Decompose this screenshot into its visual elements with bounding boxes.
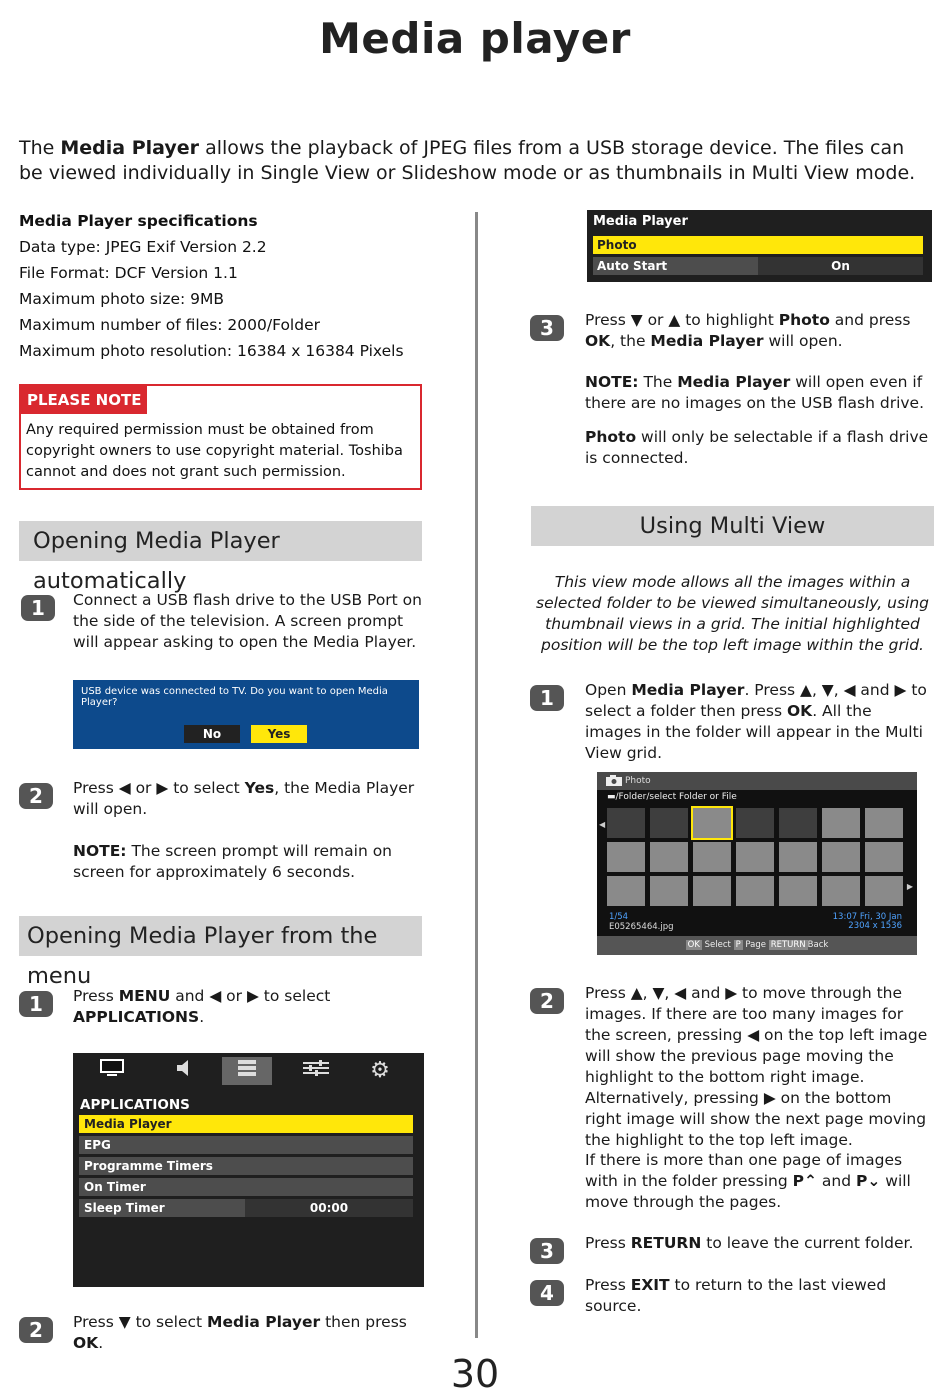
menu-item-on-timer[interactable]: On Timer: [79, 1178, 413, 1196]
image-count: 1/54: [609, 912, 629, 922]
step-number: 3: [530, 1238, 564, 1264]
key-legend: OK Select P Page RETURN Back: [597, 936, 917, 955]
thumbnail-folder[interactable]: [779, 808, 817, 838]
step-text: Connect a USB flash drive to the USB Port on the side of the television. A screen prompt will appear asking to open the Media Player.: [73, 591, 422, 651]
yes-button[interactable]: Yes: [251, 725, 307, 743]
menu-item-sleep-timer[interactable]: [79, 1199, 413, 1217]
please-note-heading: PLEASE NOTE: [21, 386, 147, 414]
image-resolution: 2304 x 1536: [848, 921, 902, 931]
step-text: Press ◀ or ▶ to select Yes, the Media Player will open.: [73, 779, 415, 818]
thumbnail[interactable]: [865, 876, 903, 906]
thumbnail[interactable]: [822, 876, 860, 906]
image-datetime: 13:07 Fri, 30 Jan: [832, 912, 902, 922]
auto-start-value: On: [758, 257, 923, 275]
section-heading-auto: Opening Media Player automatically: [19, 521, 422, 561]
intro-paragraph: The Media Player allows the playback of JPEG files from a USB storage device. The files can be viewed individually in Single View or Slideshow mode or as thumbnails in Multi View mode.: [19, 137, 916, 184]
thumbnail[interactable]: [736, 842, 774, 872]
column-divider: [475, 212, 478, 1338]
thumbnail-folder[interactable]: [736, 808, 774, 838]
note-text: NOTE: The Media Player will open even if there are no images on the USB flash drive.: [585, 373, 925, 412]
step-text: Press ▼ or ▲ to highlight Photo and press OK, the Media Player will open.: [585, 311, 911, 350]
section-heading-menu: Opening Media Player from the menu: [19, 916, 422, 956]
menu-item-epg[interactable]: EPG: [79, 1136, 413, 1154]
step-text: Open Media Player. Press ▲, ▼, ◀ and ▶ to select a folder then press OK. All the images in the folder will appear in the Multi View grid.: [585, 681, 927, 762]
step-number: 2: [19, 1317, 53, 1343]
thumbnail-grid: [607, 808, 907, 906]
return-key: RETURN: [770, 940, 806, 950]
sleep-timer-value: 00:00: [245, 1199, 413, 1217]
thumbnail[interactable]: [693, 876, 731, 906]
step-number: 1: [530, 685, 564, 711]
multi-view-intro: This view mode allows all the images within a selected folder to be viewed simultaneously, using thumbnail views in a grid. The initial highlighted position will be the top left image within the grid.: [536, 573, 929, 654]
p-key: P: [735, 940, 741, 950]
thumbnail[interactable]: [822, 842, 860, 872]
specifications: [19, 208, 404, 364]
spec-line: Data type: JPEG Exif Version 2.2: [19, 238, 267, 256]
thumbnail[interactable]: [693, 842, 731, 872]
thumbnail-folder[interactable]: [607, 808, 645, 838]
folder-path: ▬/Folder/select Folder or File: [607, 792, 737, 802]
note-text: NOTE: The screen prompt will remain on screen for approximately 6 seconds.: [73, 842, 392, 881]
applications-icon[interactable]: [222, 1057, 272, 1085]
please-note-box: [19, 384, 422, 490]
thumbnail[interactable]: [822, 808, 860, 838]
thumbnail-selected[interactable]: [693, 808, 731, 838]
menu-item-auto-start[interactable]: [593, 257, 923, 275]
camera-icon: [606, 775, 622, 793]
thumbnail[interactable]: [736, 876, 774, 906]
settings-sliders-icon[interactable]: [291, 1057, 341, 1085]
spec-line: Maximum photo resolution: 16384 x 16384 Pixels: [19, 342, 404, 360]
thumbnail[interactable]: [650, 876, 688, 906]
speaker-icon[interactable]: [159, 1057, 209, 1085]
step-text: If there is more than one page of images with in the folder pressing P⌃ and P⌄ will move through the pages.: [585, 1151, 911, 1211]
step-number: 1: [19, 991, 53, 1017]
applications-heading: APPLICATIONS: [80, 1097, 190, 1113]
ok-key: OK: [687, 940, 700, 950]
sleep-timer-label: Sleep Timer: [84, 1201, 165, 1215]
folder-icon: ▬: [607, 792, 616, 802]
usb-prompt-message: USB device was connected to TV. Do you want to open Media Player?: [81, 686, 388, 708]
please-note-body: Any required permission must be obtained from copyright owners to use copyright material. Toshiba cannot and does not grant such permission.: [26, 422, 403, 480]
usb-prompt-dialog: [73, 680, 419, 749]
step-number: 2: [19, 783, 53, 809]
specifications-heading: Media Player specifications: [19, 212, 258, 230]
thumbnail[interactable]: [865, 842, 903, 872]
menu-icon-bar: [73, 1057, 424, 1093]
note-text: Photo will only be selectable if a flash drive is connected.: [585, 428, 929, 467]
tv-icon[interactable]: [87, 1057, 137, 1085]
media-player-menu-heading: Media Player: [593, 214, 688, 229]
page-title: Media player: [319, 14, 631, 63]
thumbnail-folder[interactable]: [650, 808, 688, 838]
spec-line: Maximum number of files: 2000/Folder: [19, 316, 320, 334]
section-heading-multi-view: Using Multi View: [531, 506, 934, 546]
thumbnail[interactable]: [607, 842, 645, 872]
step-number: 2: [530, 988, 564, 1014]
step-text: Press ▼ to select Media Player then press OK.: [73, 1313, 407, 1352]
multi-view-screen: [597, 772, 917, 955]
media-player-menu: [587, 210, 932, 282]
step-number: 1: [21, 595, 55, 621]
thumbnail[interactable]: [865, 808, 903, 838]
thumbnail[interactable]: [650, 842, 688, 872]
menu-item-programme-timers[interactable]: Programme Timers: [79, 1157, 413, 1175]
spec-line: Maximum photo size: 9MB: [19, 290, 225, 308]
step-text: Press EXIT to return to the last viewed source.: [585, 1276, 887, 1315]
photo-tab[interactable]: Photo: [597, 772, 917, 790]
step-number: 4: [530, 1280, 564, 1306]
page-number: 30: [450, 1352, 500, 1393]
thumbnail[interactable]: [607, 876, 645, 906]
applications-menu: [73, 1053, 424, 1287]
auto-start-label: Auto Start: [597, 259, 668, 273]
step-text: Press MENU and ◀ or ▶ to select APPLICATIONS.: [73, 987, 331, 1026]
menu-item-photo[interactable]: Photo: [593, 236, 923, 254]
menu-item-media-player[interactable]: Media Player: [79, 1115, 413, 1133]
image-filename: E05265464.jpg: [609, 922, 674, 932]
thumbnail[interactable]: [779, 842, 817, 872]
step-text: Press ▲, ▼, ◀ and ▶ to move through the images. If there are too many images for the screen, pressing ◀ on the top left image will show the previous page moving the highlight to the bottom right image. Alternatively, pressing ▶ on the bottom right image will show the next page moving the highlight to the top left image.: [585, 984, 928, 1149]
spec-line: File Format: DCF Version 1.1: [19, 264, 238, 282]
no-button[interactable]: No: [184, 725, 240, 743]
right-arrow-icon[interactable]: ▶: [906, 882, 913, 891]
step-text: Press RETURN to leave the current folder.: [585, 1234, 914, 1252]
gear-icon[interactable]: ⚙: [370, 1058, 390, 1083]
step-number: 3: [530, 315, 564, 341]
left-arrow-icon[interactable]: ◀: [599, 820, 606, 829]
thumbnail[interactable]: [779, 876, 817, 906]
